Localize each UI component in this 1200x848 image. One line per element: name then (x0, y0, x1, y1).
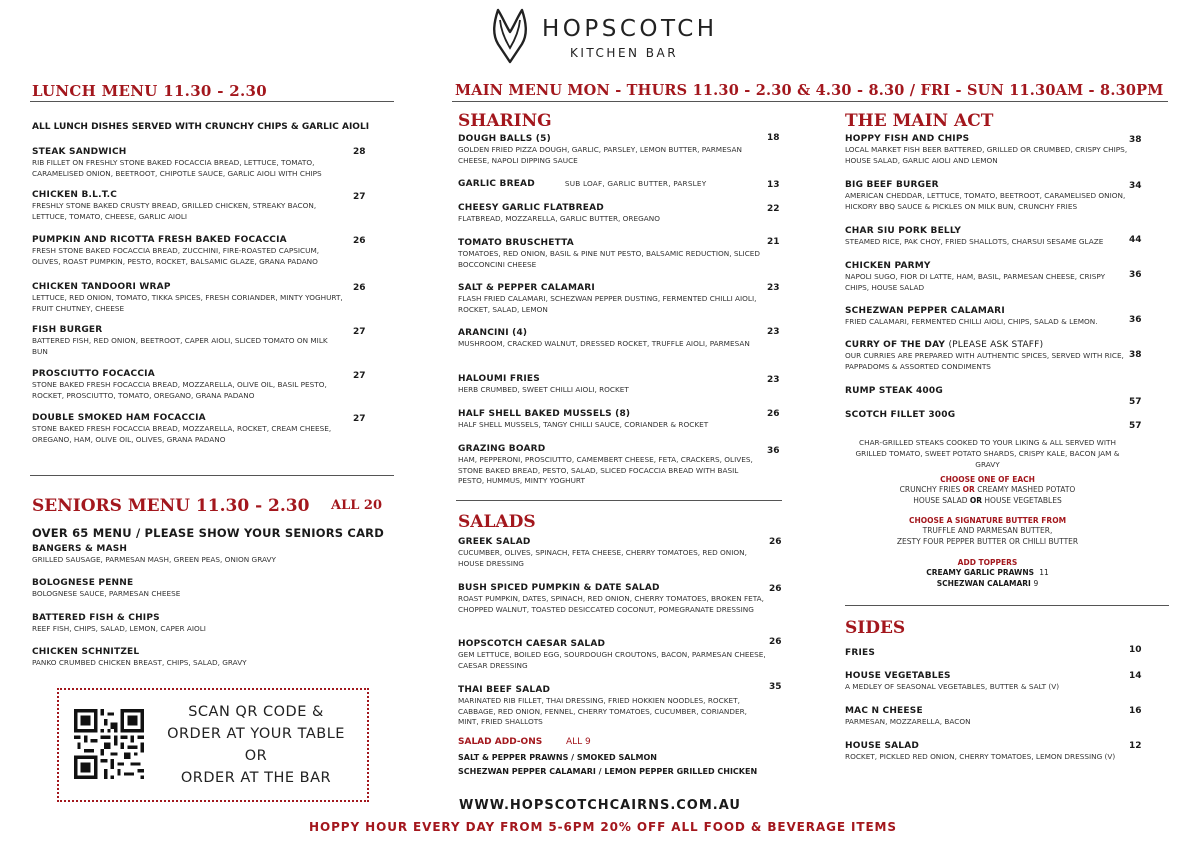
item-price: 26 (353, 283, 366, 293)
menu-item-thai-beef-salad (458, 685, 766, 728)
divider (30, 101, 394, 102)
item-price: 35 (769, 682, 782, 692)
topper-price: 9 (1033, 579, 1039, 588)
divider (452, 101, 1168, 102)
seniors-note: OVER 65 MENU / PLEASE SHOW YOUR SENIORS CARD (32, 526, 384, 540)
item-description: MUSHROOM, CRACKED WALNUT, DRESSED ROCKET, TRUFFLE AIOLI, PARMESAN (458, 339, 750, 348)
menu-item-mac-n-cheese (845, 706, 1130, 728)
butter-line: TRUFFLE AND PARMESAN BUTTER, (922, 526, 1053, 535)
or-label: OR (969, 496, 983, 505)
item-description: ROAST PUMPKIN, DATES, SPINACH, RED ONION, CHERRY TOMATOES, BROKEN FETA, CHOPPED WALNUT, TOASTED DESICCATED COCONUT, POMEGRANATE DRESSING (458, 594, 764, 614)
item-description: OUR CURRIES ARE PREPARED WITH AUTHENTIC SPICES, SERVED WITH RICE, PAPPADOMS & ASSORTED CONDIMENTS (845, 351, 1124, 371)
item-description: REEF FISH, CHIPS, SALAD, LEMON, CAPER AIOLI (32, 624, 206, 633)
menu-item-chicken-parmy (845, 261, 1130, 293)
item-name: BATTERED FISH & CHIPS (32, 613, 160, 623)
item-description: CUCUMBER, OLIVES, SPINACH, FETA CHEESE, CHERRY TOMATOES, RED ONION, HOUSE DRESSING (458, 548, 747, 568)
menu-item-fish-and-chips (845, 134, 1130, 166)
item-name: PROSCIUTTO FOCACCIA (32, 369, 155, 379)
item-price: 36 (1129, 315, 1142, 325)
main-act-section-title: THE MAIN ACT (845, 111, 994, 131)
item-name: GREEK SALAD (458, 537, 531, 547)
item-name: HOUSE VEGETABLES (845, 671, 951, 681)
item-description: LOCAL MARKET FISH BEER BATTERED, GRILLED OR CRUMBED, CRISPY CHIPS, HOUSE SALAD, GARLIC AIOLI AND LEMON (845, 145, 1128, 165)
divider (845, 605, 1169, 606)
item-description: BATTERED FISH, RED ONION, BEETROOT, CAPER AIOLI, SLICED TOMATO ON MILK BUN (32, 336, 328, 356)
item-description: STEAMED RICE, PAK CHOY, FRIED SHALLOTS, CHARSUI SESAME GLAZE (845, 237, 1104, 246)
steak-note: CHAR-GRILLED STEAKS COOKED TO YOUR LIKING & ALL SERVED WITH GRILLED TOMATO, SWEET POTATO SHARDS, CRISPY KALE, BACON JAM & GRAVY (855, 438, 1120, 469)
item-name: HOPPY FISH AND CHIPS (845, 134, 970, 144)
brand-subtitle: KITCHEN BAR (570, 46, 679, 60)
item-name: CHEESY GARLIC FLATBREAD (458, 203, 604, 213)
item-description: HALF SHELL MUSSELS, TANGY CHILLI SAUCE, CORIANDER & ROCKET (458, 420, 709, 429)
item-description: PANKO CRUMBED CHICKEN BREAST, CHIPS, SALAD, GRAVY (32, 658, 247, 667)
item-price: 27 (353, 192, 366, 202)
menu-item-pumpkin-date-salad (458, 583, 766, 615)
item-description: GRILLED SAUSAGE, PARMESAN MASH, GREEN PEAS, ONION GRAVY (32, 555, 276, 564)
website-link[interactable]: WWW.HOPSCOTCHCAIRNS.COM.AU (459, 798, 741, 813)
item-name: MAC N CHEESE (845, 706, 923, 716)
item-price: 23 (767, 283, 780, 293)
item-price: 12 (1129, 741, 1142, 751)
item-price: 38 (1129, 135, 1142, 145)
sharing-section-title: SHARING (458, 111, 552, 131)
menu-item-house-salad (845, 741, 1130, 763)
item-name: CHICKEN TANDOORI WRAP (32, 282, 171, 292)
menu-item-house-vegetables (845, 671, 1130, 693)
item-description: FLASH FRIED CALAMARI, SCHEZWAN PEPPER DUSTING, FERMENTED CHILLI AIOLI, ROCKET, SALAD, LEMON (458, 294, 757, 314)
menu-item-fries (845, 648, 1130, 658)
menu-item-curry (845, 340, 1130, 372)
menu-item-dough-balls (458, 134, 764, 166)
menu-item-greek-salad (458, 537, 766, 569)
menu-item-mussels (458, 409, 764, 431)
main-menu-title: MAIN MENU MON - THURS 11.30 - 2.30 & 4.30 - 8.30 / FRI - SUN 11.30AM - 8.30PM (455, 82, 1164, 99)
item-price: 26 (767, 409, 780, 419)
salad-addons-line: SCHEZWAN PEPPER CALAMARI / LEMON PEPPER GRILLED CHICKEN (458, 767, 758, 776)
topper-line (845, 567, 1130, 578)
item-name: HOPSCOTCH CAESAR SALAD (458, 639, 606, 649)
item-name: BANGERS & MASH (32, 544, 128, 554)
rabbit-logo-icon (488, 8, 532, 64)
qr-line-or: OR (244, 748, 268, 764)
item-name: STEAK SANDWICH (32, 147, 127, 157)
item-price: 10 (1129, 645, 1142, 655)
menu-item-ham-focaccia (32, 413, 344, 445)
salad-addons-line: SALT & PEPPER PRAWNS / SMOKED SALMON (458, 753, 657, 762)
item-price: 26 (353, 236, 366, 246)
item-name: CHICKEN B.L.T.C (32, 190, 118, 200)
item-description: STONE BAKED FRESH FOCACCIA BREAD, MOZZARELLA, ROCKET, CREAM CHEESE, OREGANO, HAM, OLIVE OIL, OLIVES, GRANA PADANO (32, 424, 332, 444)
menu-item-haloumi-fries (458, 374, 764, 396)
item-description: STONE BAKED FRESH FOCACCIA BREAD, MOZZARELLA, OLIVE OIL, BASIL PESTO, ROCKET, PROSCIUTTO, TOMATO, OREGANO, GRANA PADANO (32, 380, 327, 400)
menu-item-arancini (458, 328, 764, 350)
menu-item-bolognese-penne (32, 578, 362, 600)
item-price: 26 (769, 584, 782, 594)
option-fries: CRUNCHY FRIES (899, 485, 961, 494)
menu-item-caesar-salad (458, 639, 766, 671)
item-price: 57 (1129, 397, 1142, 407)
item-name: HALF SHELL BAKED MUSSELS (8) (458, 409, 631, 419)
item-price: 27 (353, 371, 366, 381)
butter-title: CHOOSE A SIGNATURE BUTTER FROM (908, 516, 1067, 525)
item-description: BOLOGNESE SAUCE, PARMESAN CHEESE (32, 589, 181, 598)
item-name-row (845, 340, 1130, 350)
salads-section-title: SALADS (458, 512, 536, 532)
item-name: CHICKEN PARMY (845, 261, 931, 271)
butter-line: ZESTY FOUR PEPPER BUTTER OR CHILLI BUTTER (896, 537, 1079, 546)
qr-line-table: ORDER AT YOUR TABLE (167, 726, 345, 742)
menu-item-chicken-bltc (32, 190, 344, 222)
item-name: DOUBLE SMOKED HAM FOCACCIA (32, 413, 206, 423)
item-price: 57 (1129, 421, 1142, 431)
salad-addons-label: SALAD ADD-ONS (458, 737, 543, 747)
item-name: TOMATO BRUSCHETTA (458, 238, 574, 248)
item-price: 38 (1129, 350, 1142, 360)
menu-item-rump-steak (845, 386, 1130, 396)
item-description: ROCKET, PICKLED RED ONION, CHERRY TOMATOES, LEMON DRESSING (V) (845, 752, 1116, 761)
menu-item-bruschetta (458, 238, 764, 270)
topper-name: CREAMY GARLIC PRAWNS (926, 568, 1035, 577)
item-price: 28 (353, 147, 366, 157)
divider (456, 500, 782, 501)
item-description: FRESH STONE BAKED FOCACCIA BREAD, ZUCCHINI, FIRE-ROASTED CAPSICUM, OLIVES, ROAST PUMPKIN, PESTO, ROCKET, BALSAMIC GLAZE, GRANA PADANO (32, 246, 320, 266)
menu-item-chicken-schnitzel (32, 647, 362, 669)
item-price: 23 (767, 327, 780, 337)
choose-one-block (845, 475, 1130, 506)
item-name: CHAR SIU PORK BELLY (845, 226, 962, 236)
menu-item-beef-burger (845, 180, 1130, 212)
item-name: GARLIC BREAD (458, 179, 535, 189)
item-description: PARMESAN, MOZZARELLA, BACON (845, 717, 971, 726)
item-description: GEM LETTUCE, BOILED EGG, SOURDOUGH CROUTONS, BACON, PARMESAN CHEESE, CAESAR DRESSING (458, 650, 766, 670)
item-price: 36 (767, 446, 780, 456)
qr-code-icon[interactable] (74, 708, 144, 780)
item-price: 34 (1129, 181, 1142, 191)
brand-name: HOPSCOTCH (542, 16, 718, 42)
item-description: FRESHLY STONE BAKED CRUSTY BREAD, GRILLED CHICKEN, STREAKY BACON, LETTUCE, TOMATO, CHEESE, GARLIC AIOLI (32, 201, 317, 221)
item-price: 23 (767, 375, 780, 385)
choose-one-line (845, 484, 1130, 495)
item-description: AMERICAN CHEDDAR, LETTUCE, TOMATO, BEETROOT, CARAMELISED ONION, HICKORY BBQ SAUCE & PICKLES ON MILK BUN, CRUNCHY FRIES (845, 191, 1126, 211)
item-name: BUSH SPICED PUMPKIN & DATE SALAD (458, 583, 660, 593)
menu-item-salt-pepper-calamari (458, 283, 764, 315)
item-name: SCHEZWAN PEPPER CALAMARI (845, 306, 1005, 316)
qr-line-scan: SCAN QR CODE & (188, 704, 324, 720)
item-name: SCOTCH FILLET 300G (845, 410, 956, 420)
option-salad: HOUSE SALAD (913, 496, 968, 505)
item-price: 27 (353, 414, 366, 424)
menu-item-pork-belly (845, 226, 1130, 248)
item-price: 26 (769, 537, 782, 547)
seniors-price: ALL 20 (331, 498, 382, 513)
menu-item-tandoori-wrap (32, 282, 344, 314)
topper-price: 11 (1039, 568, 1049, 577)
qr-line-bar: ORDER AT THE BAR (180, 770, 332, 786)
item-description: RIB FILLET ON FRESHLY STONE BAKED FOCACCIA BREAD, LETTUCE, TOMATO, CARAMELISED ONION, BEETROOT, CHIPOTLE SAUCE, GARLIC AIOLI WITH CHIPS (32, 158, 322, 178)
seniors-menu-title: SENIORS MENU 11.30 - 2.30 (32, 496, 310, 516)
choose-one-line (845, 495, 1130, 506)
menu-item-fish-burger (32, 325, 344, 357)
item-price: 21 (767, 237, 780, 247)
salad-addons-price: ALL 9 (566, 737, 591, 747)
menu-item-fish-chips (32, 613, 362, 635)
item-price: 22 (767, 204, 780, 214)
item-name: HOUSE SALAD (845, 741, 920, 751)
item-price: 36 (1129, 270, 1142, 280)
or-label: OR (962, 485, 975, 494)
item-price: 44 (1129, 235, 1142, 245)
item-name: FRIES (845, 648, 876, 658)
lunch-menu-title: LUNCH MENU 11.30 - 2.30 (32, 82, 267, 100)
item-name: FISH BURGER (32, 325, 103, 335)
item-name: DOUGH BALLS (5) (458, 134, 551, 144)
item-name: CURRY OF THE DAY (845, 340, 946, 350)
butter-block (845, 516, 1130, 547)
item-description: SUB LOAF, GARLIC BUTTER, PARSLEY (564, 179, 707, 188)
option-vegetables: HOUSE VEGETABLES (984, 496, 1062, 505)
item-name: RUMP STEAK 400G (845, 386, 943, 396)
item-description: GOLDEN FRIED PIZZA DOUGH, GARLIC, PARSLEY, LEMON BUTTER, PARMESAN CHEESE, NAPOLI DIPPING SAUCE (458, 145, 742, 165)
item-name-row (458, 179, 764, 189)
item-description: HAM, PEPPERONI, PROSCIUTTO, CAMEMBERT CHEESE, FETA, CRACKERS, OLIVES, STONE BAKED BREAD, PESTO, SALAD, SLICED FOCACCIA BREAD WITH BASIL PESTO, HUMMUS, MINTY YOGHURT (458, 455, 753, 485)
item-price: 18 (767, 133, 780, 143)
item-name: PUMPKIN AND RICOTTA FRESH BAKED FOCACCIA (32, 235, 287, 245)
divider (30, 475, 394, 476)
item-description: A MEDLEY OF SEASONAL VEGETABLES, BUTTER & SALT (V) (845, 682, 1060, 691)
lunch-note: ALL LUNCH DISHES SERVED WITH CRUNCHY CHIPS & GARLIC AIOLI (32, 122, 370, 132)
toppers-title: ADD TOPPERS (957, 558, 1018, 567)
item-name: ARANCINI (4) (458, 328, 528, 338)
item-description: HERB CRUMBED, SWEET CHILLI AIOLI, ROCKET (458, 385, 629, 394)
topper-name: SCHEZWAN CALAMARI (936, 579, 1031, 588)
menu-item-pumpkin-focaccia (32, 235, 344, 267)
item-description: FRIED CALAMARI, FERMENTED CHILLI AIOLI, CHIPS, SALAD & LEMON. (845, 317, 1098, 326)
item-name: CHICKEN SCHNITZEL (32, 647, 140, 657)
item-description: MARINATED RIB FILLET, THAI DRESSING, FRIED HOKKIEN NOODLES, ROCKET, CABBAGE, RED ONION, FENNEL, CHERRY TOMATOES, CUCUMBER, CORIANDER, MINT, FRIED SHALLOTS (458, 696, 747, 726)
item-note: (PLEASE ASK STAFF) (948, 340, 1044, 350)
menu-item-bangers-mash (32, 544, 362, 566)
item-name: BIG BEEF BURGER (845, 180, 939, 190)
item-price: 27 (353, 327, 366, 337)
item-name: HALOUMI FRIES (458, 374, 540, 384)
item-name: THAI BEEF SALAD (458, 685, 551, 695)
menu-item-cheesy-flatbread (458, 203, 764, 225)
choose-one-title: CHOOSE ONE OF EACH (940, 475, 1035, 484)
menu-item-schezwan-calamari (845, 306, 1130, 328)
menu-item-scotch-fillet (845, 410, 1130, 420)
item-price: 13 (767, 180, 780, 190)
item-price: 26 (769, 637, 782, 647)
hoppy-hour-banner: HOPPY HOUR EVERY DAY FROM 5-6PM 20% OFF ALL FOOD & BEVERAGE ITEMS (309, 820, 897, 834)
item-description: NAPOLI SUGO, FIOR DI LATTE, HAM, BASIL, PARMESAN CHEESE, CRISPY CHIPS, HOUSE SALAD (845, 272, 1106, 292)
item-price: 16 (1129, 706, 1142, 716)
item-name: GRAZING BOARD (458, 444, 546, 454)
menu-item-garlic-bread (458, 179, 764, 189)
item-name: BOLOGNESE PENNE (32, 578, 134, 588)
item-name: SALT & PEPPER CALAMARI (458, 283, 595, 293)
menu-item-grazing-board (458, 444, 764, 487)
item-description: LETTUCE, RED ONION, TOMATO, TIKKA SPICES, FRESH CORIANDER, MINTY YOGHURT, FRUIT CHUTNEY, CHEESE (32, 293, 343, 313)
item-description: TOMATOES, RED ONION, BASIL & PINE NUT PESTO, BALSAMIC REDUCTION, SLICED BOCCONCINI CHEESE (458, 249, 761, 269)
item-description: FLATBREAD, MOZZARELLA, GARLIC BUTTER, OREGANO (458, 214, 660, 223)
topper-line (845, 578, 1130, 589)
item-price: 14 (1129, 671, 1142, 681)
toppers-block (845, 558, 1130, 589)
option-mash: CREAMY MASHED POTATO (977, 485, 1076, 494)
menu-item-steak-sandwich (32, 147, 344, 179)
menu-item-prosciutto-focaccia (32, 369, 344, 401)
sides-section-title: SIDES (845, 618, 906, 638)
